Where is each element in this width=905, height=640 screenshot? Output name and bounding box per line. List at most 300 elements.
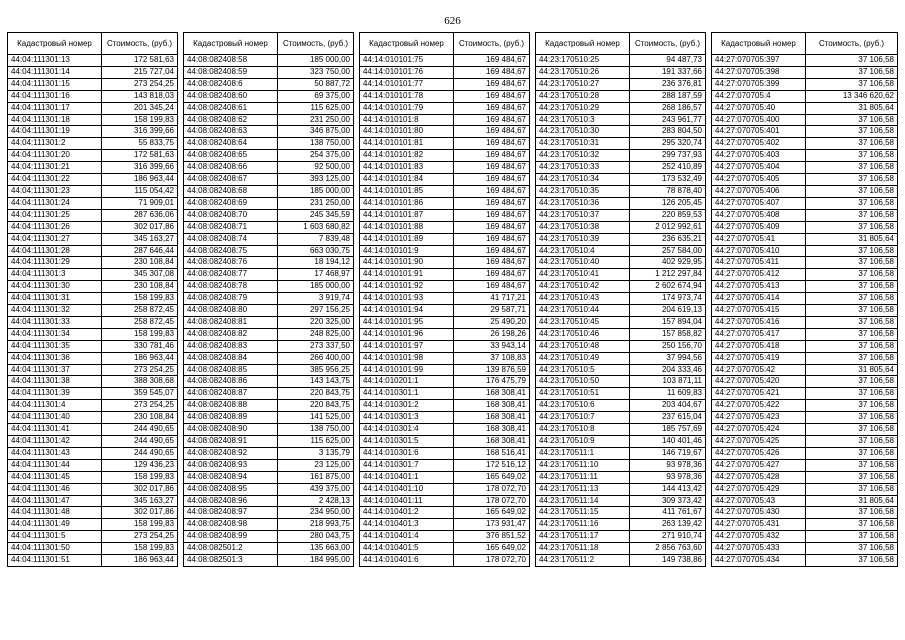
cadastral-number-cell: 44:14:010101:9: [360, 245, 454, 257]
table-row: [360, 114, 530, 126]
cost-cell: 69 375,00: [278, 90, 354, 102]
cost-cell: 31 805,64: [806, 233, 898, 245]
cadastral-number-cell: 44:14:010101:98: [360, 352, 454, 364]
cadastral-number-cell: 44:04:111301:4: [8, 400, 102, 412]
cost-cell: 169 484,67: [454, 162, 530, 174]
table-row: [536, 281, 706, 293]
cost-cell: 411 761,67: [630, 507, 706, 519]
cadastral-number-cell: 44:14:010401:4: [360, 531, 454, 543]
cadastral-number-cell: 44:08:082408:98: [184, 519, 278, 531]
cost-cell: 2 856 763,60: [630, 543, 706, 555]
cadastral-number-cell: 44:27:070705:404: [712, 162, 806, 174]
table-row: [8, 66, 178, 78]
cost-cell: 178 072,70: [454, 495, 530, 507]
cost-cell: 204 333,46: [630, 364, 706, 376]
cadastral-number-cell: 44:27:070705:4: [712, 90, 806, 102]
cost-cell: 1 603 680,82: [278, 221, 354, 233]
cadastral-number-cell: 44:23:170510:32: [536, 150, 630, 162]
cadastral-number-cell: 44:08:082408:97: [184, 507, 278, 519]
cost-cell: 185 000,00: [278, 55, 354, 67]
cost-cell: 37 106,58: [806, 209, 898, 221]
table-row: [184, 388, 354, 400]
cost-cell: 55 833,75: [102, 138, 178, 150]
cost-cell: 309 373,42: [630, 495, 706, 507]
cost-cell: 220 843,75: [278, 388, 354, 400]
cadastral-number-cell: 44:04:111301:15: [8, 78, 102, 90]
cadastral-number-cell: 44:23:170511:18: [536, 543, 630, 555]
cost-cell: 186 963,44: [102, 174, 178, 186]
cadastral-number-cell: 44:27:070705:398: [712, 66, 806, 78]
cadastral-number-cell: 44:23:170510:28: [536, 90, 630, 102]
cadastral-number-cell: 44:23:170510:25: [536, 55, 630, 67]
cost-cell: 316 399,66: [102, 126, 178, 138]
table-row: [8, 138, 178, 150]
table-row: [360, 400, 530, 412]
table-row: [712, 209, 898, 221]
cadastral-number-cell: 44:04:111301:45: [8, 471, 102, 483]
table-row: [536, 90, 706, 102]
cost-cell: 138 750,00: [278, 424, 354, 436]
table-row: [712, 519, 898, 531]
header-cadastral-number: Кадастровый номер: [8, 33, 102, 55]
cadastral-number-cell: 44:04:111301:47: [8, 495, 102, 507]
cadastral-number-cell: 44:14:010101:75: [360, 55, 454, 67]
cadastral-number-cell: 44:08:082408:92: [184, 447, 278, 459]
cadastral-number-cell: 44:08:082408:59: [184, 66, 278, 78]
table-row: [712, 424, 898, 436]
cadastral-number-cell: 44:14:010101:87: [360, 209, 454, 221]
table-row: [184, 233, 354, 245]
table-row: [536, 340, 706, 352]
cost-cell: 172 581,63: [102, 55, 178, 67]
cost-cell: 185 000,00: [278, 281, 354, 293]
cost-cell: 37 106,58: [806, 126, 898, 138]
cost-cell: 37 106,58: [806, 245, 898, 257]
table-row: [712, 138, 898, 150]
cadastral-number-cell: 44:14:010101:81: [360, 138, 454, 150]
cost-cell: 1 212 297,84: [630, 269, 706, 281]
table-row: [536, 388, 706, 400]
table-row: [536, 293, 706, 305]
cost-cell: 169 484,67: [454, 126, 530, 138]
cost-cell: 71 909,01: [102, 197, 178, 209]
table-row: [360, 483, 530, 495]
cost-cell: 161 875,00: [278, 471, 354, 483]
cadastral-number-cell: 44:23:170510:51: [536, 388, 630, 400]
table-row: [360, 55, 530, 67]
cost-cell: 37 994,56: [630, 352, 706, 364]
cost-cell: 191 337,66: [630, 66, 706, 78]
table-row: [360, 376, 530, 388]
cadastral-number-cell: 44:08:082408:77: [184, 269, 278, 281]
cadastral-number-cell: 44:04:111301:29: [8, 257, 102, 269]
cost-cell: 158 199,83: [102, 519, 178, 531]
cadastral-number-cell: 44:23:170510:42: [536, 281, 630, 293]
table-row: [536, 269, 706, 281]
cadastral-number-cell: 44:23:170510:4: [536, 245, 630, 257]
table-row: [712, 400, 898, 412]
cadastral-number-cell: 44:08:082408:60: [184, 90, 278, 102]
cost-cell: 168 308,41: [454, 400, 530, 412]
cost-cell: 168 308,41: [454, 424, 530, 436]
cost-cell: 92 500,00: [278, 162, 354, 174]
table-row: [360, 102, 530, 114]
table-row: [712, 257, 898, 269]
table-row: [184, 90, 354, 102]
cost-cell: 172 581,63: [102, 150, 178, 162]
table-row: [8, 55, 178, 67]
table-row: [8, 316, 178, 328]
cost-cell: 169 484,67: [454, 197, 530, 209]
cadastral-number-cell: 44:08:082408:85: [184, 364, 278, 376]
cost-cell: 302 017,86: [102, 483, 178, 495]
table-row: [712, 162, 898, 174]
table-row: [8, 495, 178, 507]
cost-cell: 157 858,82: [630, 328, 706, 340]
table-row: [712, 352, 898, 364]
cadastral-number-cell: 44:08:082408:75: [184, 245, 278, 257]
table-row: [536, 400, 706, 412]
table-row: [360, 459, 530, 471]
cadastral-number-cell: 44:27:070705:412: [712, 269, 806, 281]
cadastral-number-cell: 44:14:010101:99: [360, 364, 454, 376]
cadastral-number-cell: 44:04:111301:43: [8, 447, 102, 459]
table-row: [8, 352, 178, 364]
cadastral-number-cell: 44:27:070705:43: [712, 495, 806, 507]
cadastral-number-cell: 44:23:170511:16: [536, 519, 630, 531]
cost-cell: 7 839,48: [278, 233, 354, 245]
cost-cell: 37 106,58: [806, 328, 898, 340]
cost-cell: 244 490,65: [102, 447, 178, 459]
table-row: [184, 126, 354, 138]
table-row: [184, 412, 354, 424]
cadastral-number-cell: 44:04:111301:25: [8, 209, 102, 221]
table-row: [184, 424, 354, 436]
table-row: [536, 543, 706, 555]
cost-cell: 3 919,74: [278, 293, 354, 305]
cadastral-number-cell: 44:14:010401:2: [360, 507, 454, 519]
cadastral-number-cell: 44:04:111301:44: [8, 459, 102, 471]
cadastral-number-cell: 44:04:111301:31: [8, 293, 102, 305]
table-row: [360, 185, 530, 197]
table-row: [360, 162, 530, 174]
cadastral-number-cell: 44:27:070705:413: [712, 281, 806, 293]
table-row: [360, 293, 530, 305]
cost-cell: 126 205,45: [630, 197, 706, 209]
table-row: [184, 376, 354, 388]
cadastral-number-cell: 44:23:170510:35: [536, 185, 630, 197]
cadastral-number-cell: 44:08:082408:62: [184, 114, 278, 126]
cost-cell: 266 400,00: [278, 352, 354, 364]
table-row: [184, 340, 354, 352]
table-row: [184, 257, 354, 269]
cadastral-number-cell: 44:04:111301:14: [8, 66, 102, 78]
cost-cell: 168 308,41: [454, 436, 530, 448]
cost-cell: 37 106,58: [806, 519, 898, 531]
cost-cell: 37 106,58: [806, 114, 898, 126]
cadastral-number-cell: 44:08:082408:94: [184, 471, 278, 483]
cadastral-number-cell: 44:27:070705:431: [712, 519, 806, 531]
cadastral-number-cell: 44:23:170510:39: [536, 233, 630, 245]
table-row: [184, 162, 354, 174]
table-row: [8, 185, 178, 197]
cadastral-number-cell: 44:23:170511:13: [536, 483, 630, 495]
cost-cell: 283 804,50: [630, 126, 706, 138]
table-row: [184, 555, 354, 567]
cadastral-number-cell: 44:23:170511:11: [536, 471, 630, 483]
table-row: [712, 436, 898, 448]
table-row: [536, 233, 706, 245]
cadastral-number-cell: 44:04:111301:37: [8, 364, 102, 376]
cost-cell: 245 345,59: [278, 209, 354, 221]
cost-cell: 135 663,00: [278, 543, 354, 555]
cost-cell: 295 320,74: [630, 138, 706, 150]
cost-cell: 37 106,58: [806, 400, 898, 412]
cost-cell: 201 345,24: [102, 102, 178, 114]
cadastral-number-cell: 44:14:010101:90: [360, 257, 454, 269]
cost-cell: 236 635,21: [630, 233, 706, 245]
cost-cell: 236 376,81: [630, 78, 706, 90]
cadastral-number-cell: 44:27:070705:41: [712, 233, 806, 245]
cadastral-number-cell: 44:04:111301:13: [8, 55, 102, 67]
cadastral-number-cell: 44:27:070705:425: [712, 436, 806, 448]
cadastral-number-cell: 44:14:010401:1: [360, 471, 454, 483]
cost-cell: 37 106,58: [806, 281, 898, 293]
cadastral-number-cell: 44:04:111301:42: [8, 436, 102, 448]
table-row: [536, 78, 706, 90]
cadastral-number-cell: 44:23:170510:27: [536, 78, 630, 90]
cost-cell: 186 963,44: [102, 352, 178, 364]
table-row: [184, 447, 354, 459]
cost-cell: 138 750,00: [278, 138, 354, 150]
table-row: [712, 126, 898, 138]
table-row: [536, 364, 706, 376]
cost-cell: 37 106,58: [806, 543, 898, 555]
cadastral-number-cell: 44:14:010401:6: [360, 555, 454, 567]
table-row: [184, 543, 354, 555]
table-row: [8, 376, 178, 388]
cadastral-number-cell: 44:04:111301:51: [8, 555, 102, 567]
cost-cell: 215 727,04: [102, 66, 178, 78]
cost-cell: 13 346 620,62: [806, 90, 898, 102]
table-header-row: [712, 33, 898, 55]
cost-cell: 178 072,70: [454, 555, 530, 567]
cadastral-number-cell: 44:04:111301:27: [8, 233, 102, 245]
table-row: [536, 162, 706, 174]
cost-cell: 169 484,67: [454, 55, 530, 67]
cadastral-number-cell: 44:14:010101:92: [360, 281, 454, 293]
table-row: [360, 257, 530, 269]
cost-cell: 37 106,58: [806, 138, 898, 150]
table-row: [360, 305, 530, 317]
cadastral-number-cell: 44:23:170510:45: [536, 316, 630, 328]
cost-cell: 37 106,58: [806, 257, 898, 269]
cost-cell: 204 619,13: [630, 305, 706, 317]
table-row: [8, 447, 178, 459]
table-row: [8, 471, 178, 483]
cost-cell: 37 106,58: [806, 293, 898, 305]
table-row: [536, 126, 706, 138]
cadastral-number-cell: 44:14:010101:93: [360, 293, 454, 305]
table-row: [712, 66, 898, 78]
table-row: [536, 150, 706, 162]
table-row: [184, 66, 354, 78]
cadastral-number-cell: 44:23:170510:43: [536, 293, 630, 305]
cadastral-number-cell: 44:04:111301:3: [8, 269, 102, 281]
cadastral-number-cell: 44:14:010101:97: [360, 340, 454, 352]
table-row: [536, 519, 706, 531]
cost-cell: 37 106,58: [806, 447, 898, 459]
cadastral-number-cell: 44:14:010101:8: [360, 114, 454, 126]
table-row: [536, 352, 706, 364]
header-cadastral-number: Кадастровый номер: [712, 33, 806, 55]
table-row: [360, 328, 530, 340]
cost-cell: 220 325,00: [278, 316, 354, 328]
cost-cell: 129 436,23: [102, 459, 178, 471]
cadastral-number-cell: 44:04:111301:33: [8, 316, 102, 328]
cost-cell: 248 825,00: [278, 328, 354, 340]
cadastral-number-cell: 44:08:082501:2: [184, 543, 278, 555]
cadastral-number-cell: 44:23:170510:8: [536, 424, 630, 436]
cadastral-cost-table: [359, 32, 530, 567]
cadastral-number-cell: 44:27:070705:401: [712, 126, 806, 138]
table-row: [184, 197, 354, 209]
cost-cell: 37 106,58: [806, 471, 898, 483]
cost-cell: 169 484,67: [454, 257, 530, 269]
table-row: [536, 412, 706, 424]
table-column-2: [183, 32, 354, 567]
cost-cell: 146 719,67: [630, 447, 706, 459]
table-row: [712, 340, 898, 352]
cadastral-number-cell: 44:23:170511:15: [536, 507, 630, 519]
table-row: [184, 364, 354, 376]
cadastral-number-cell: 44:23:170510:5: [536, 364, 630, 376]
table-row: [536, 102, 706, 114]
table-row: [360, 233, 530, 245]
cadastral-number-cell: 44:27:070705:406: [712, 185, 806, 197]
table-row: [712, 483, 898, 495]
cadastral-number-cell: 44:04:111301:41: [8, 424, 102, 436]
cost-cell: 252 410,89: [630, 162, 706, 174]
cost-cell: 37 106,58: [806, 66, 898, 78]
table-row: [536, 55, 706, 67]
cadastral-number-cell: 44:08:082408:70: [184, 209, 278, 221]
table-row: [360, 245, 530, 257]
table-row: [712, 471, 898, 483]
cost-cell: 174 973,74: [630, 293, 706, 305]
cost-cell: 37 106,58: [806, 483, 898, 495]
cost-cell: 169 484,67: [454, 245, 530, 257]
table-row: [712, 388, 898, 400]
cost-cell: 173 532,49: [630, 174, 706, 186]
table-column-1: [7, 32, 178, 567]
cadastral-cost-table: [535, 32, 706, 567]
cost-cell: 168 308,41: [454, 412, 530, 424]
cadastral-number-cell: 44:04:111301:36: [8, 352, 102, 364]
table-row: [712, 531, 898, 543]
cadastral-number-cell: 44:04:111301:28: [8, 245, 102, 257]
cost-cell: 250 156,70: [630, 340, 706, 352]
cadastral-number-cell: 44:08:082501:3: [184, 555, 278, 567]
header-cost: Стоимость, (руб.): [102, 33, 178, 55]
table-row: [8, 197, 178, 209]
cost-cell: 143 818,03: [102, 90, 178, 102]
cost-cell: 273 254,25: [102, 364, 178, 376]
cadastral-number-cell: 44:27:070705:408: [712, 209, 806, 221]
table-row: [536, 447, 706, 459]
cadastral-number-cell: 44:27:070705:410: [712, 245, 806, 257]
cadastral-number-cell: 44:14:010101:76: [360, 66, 454, 78]
cadastral-number-cell: 44:14:010401:3: [360, 519, 454, 531]
table-row: [536, 257, 706, 269]
table-row: [8, 459, 178, 471]
table-row: [184, 185, 354, 197]
cadastral-number-cell: 44:08:082408:68: [184, 185, 278, 197]
table-row: [8, 340, 178, 352]
table-row: [712, 447, 898, 459]
cost-cell: 230 108,84: [102, 257, 178, 269]
cadastral-number-cell: 44:08:082408:63: [184, 126, 278, 138]
cadastral-number-cell: 44:27:070705:416: [712, 316, 806, 328]
cadastral-number-cell: 44:08:082408:76: [184, 257, 278, 269]
cadastral-number-cell: 44:14:010101:96: [360, 328, 454, 340]
table-row: [712, 376, 898, 388]
cadastral-number-cell: 44:14:010301:6: [360, 447, 454, 459]
cost-cell: 169 484,67: [454, 174, 530, 186]
cost-cell: 268 186,57: [630, 102, 706, 114]
cadastral-number-cell: 44:08:082408:58: [184, 55, 278, 67]
cadastral-number-cell: 44:08:082408:78: [184, 281, 278, 293]
cadastral-number-cell: 44:14:010301:7: [360, 459, 454, 471]
cost-cell: 168 308,41: [454, 388, 530, 400]
cadastral-number-cell: 44:14:010301:3: [360, 412, 454, 424]
table-row: [712, 412, 898, 424]
cadastral-number-cell: 44:08:082408:81: [184, 316, 278, 328]
cadastral-number-cell: 44:08:082408:99: [184, 531, 278, 543]
cost-cell: 37 106,58: [806, 150, 898, 162]
cadastral-number-cell: 44:23:170511:10: [536, 459, 630, 471]
table-row: [360, 138, 530, 150]
cost-cell: 169 484,67: [454, 221, 530, 233]
cadastral-number-cell: 44:27:070705:409: [712, 221, 806, 233]
cadastral-number-cell: 44:14:010401:5: [360, 543, 454, 555]
table-column-5: [711, 32, 898, 567]
cost-cell: 345 163,27: [102, 495, 178, 507]
cadastral-number-cell: 44:08:082408:95: [184, 483, 278, 495]
table-row: [360, 436, 530, 448]
cost-cell: 330 781,46: [102, 340, 178, 352]
cost-cell: 169 484,67: [454, 269, 530, 281]
table-row: [536, 316, 706, 328]
cadastral-number-cell: 44:23:170510:3: [536, 114, 630, 126]
cadastral-number-cell: 44:14:010101:86: [360, 197, 454, 209]
cadastral-number-cell: 44:08:082408:84: [184, 352, 278, 364]
cadastral-number-cell: 44:08:082408:79: [184, 293, 278, 305]
cadastral-number-cell: 44:23:170510:50: [536, 376, 630, 388]
table-row: [8, 543, 178, 555]
cadastral-number-cell: 44:04:111301:35: [8, 340, 102, 352]
table-column-4: [535, 32, 706, 567]
table-row: [8, 209, 178, 221]
table-row: [536, 114, 706, 126]
cost-cell: 220 843,75: [278, 400, 354, 412]
cost-cell: 302 017,86: [102, 507, 178, 519]
cost-cell: 230 108,84: [102, 281, 178, 293]
cadastral-number-cell: 44:14:010101:79: [360, 102, 454, 114]
cost-cell: 140 401,46: [630, 436, 706, 448]
cadastral-number-cell: 44:08:082408:87: [184, 388, 278, 400]
cadastral-number-cell: 44:04:111301:24: [8, 197, 102, 209]
